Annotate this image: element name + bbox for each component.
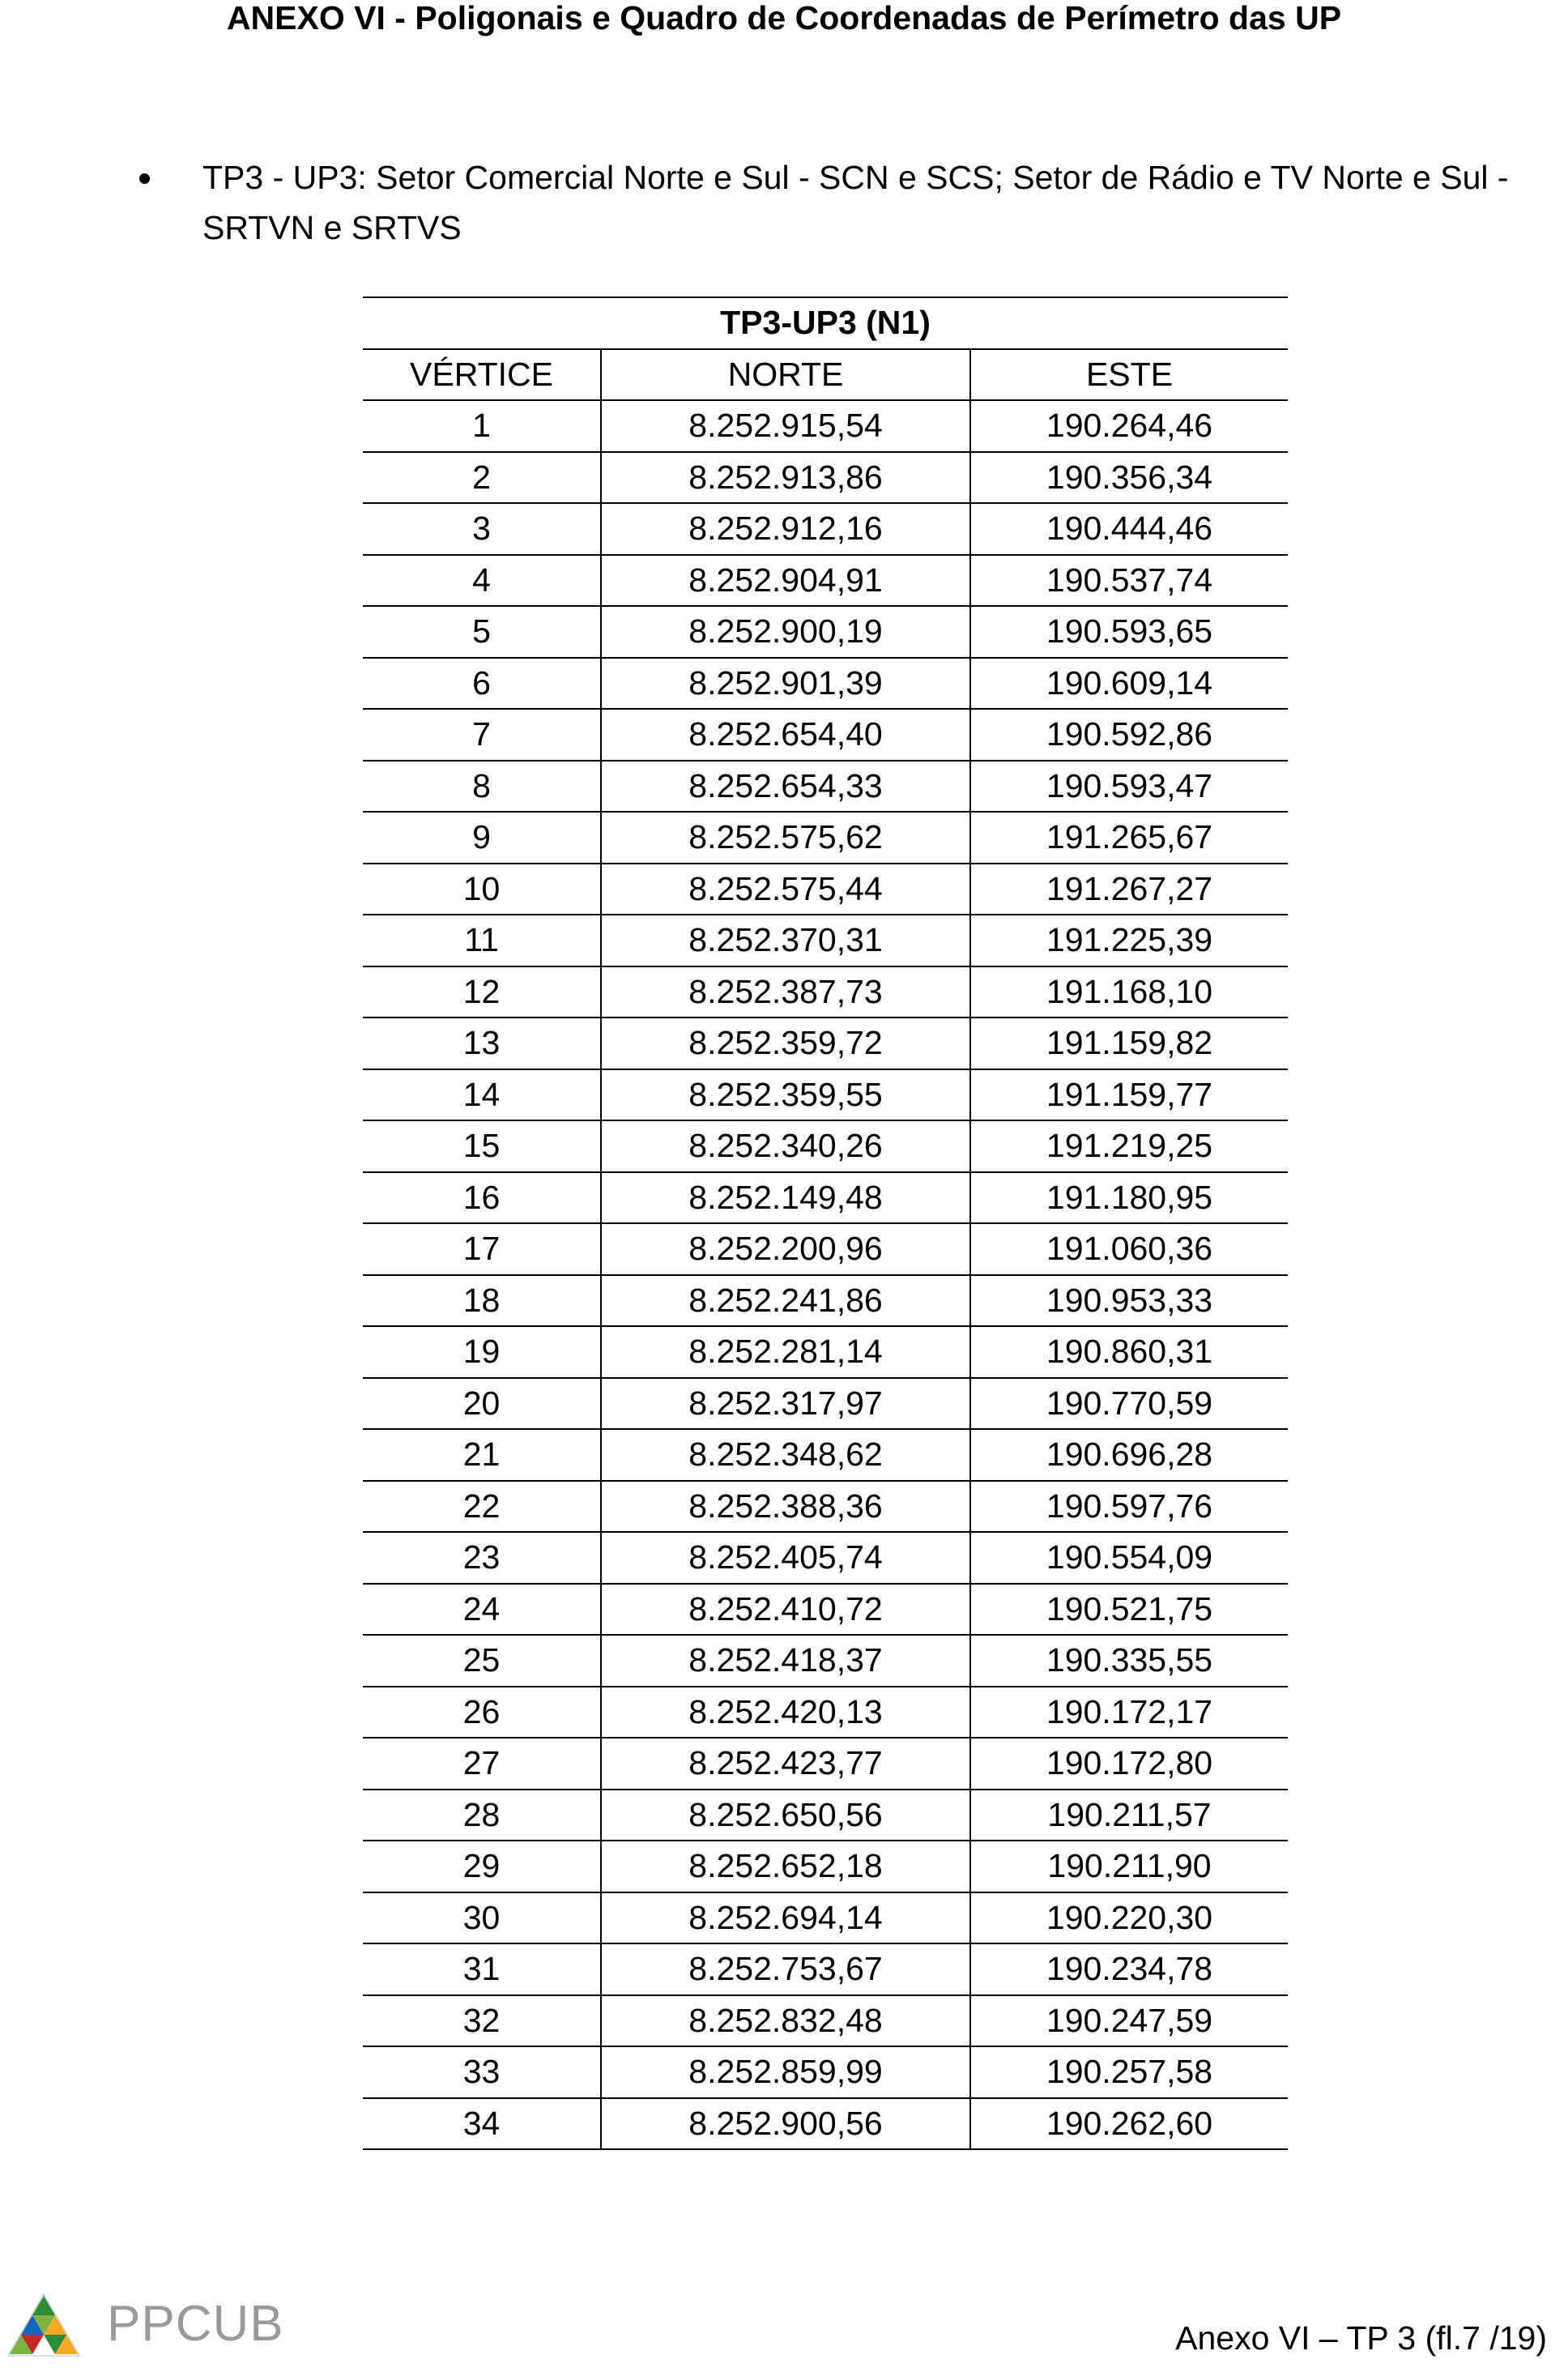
table-row (363, 864, 1288, 915)
table-row (363, 1790, 1288, 1841)
este-cell: 190.537,74 (970, 555, 1288, 607)
vertice-cell: 10 (363, 864, 601, 915)
norte-cell: 8.252.912,16 (601, 503, 970, 555)
table-row (363, 709, 1288, 761)
ppcub-triangle-icon (6, 2293, 81, 2357)
norte-cell: 8.252.200,96 (601, 1223, 970, 1275)
norte-cell: 8.252.915,54 (601, 400, 970, 452)
norte-cell: 8.252.900,19 (601, 606, 970, 658)
vertice-cell: 23 (363, 1532, 601, 1584)
este-cell: 190.593,65 (970, 606, 1288, 658)
norte-cell: 8.252.904,91 (601, 555, 970, 607)
table-row (363, 1995, 1288, 2047)
table-row (363, 2098, 1288, 2150)
norte-cell: 8.252.370,31 (601, 915, 970, 966)
este-cell: 190.356,34 (970, 452, 1288, 504)
table-row (363, 1841, 1288, 1892)
este-cell: 190.335,55 (970, 1635, 1288, 1687)
norte-cell: 8.252.423,77 (601, 1738, 970, 1790)
este-cell: 190.172,17 (970, 1687, 1288, 1738)
este-cell: 190.592,86 (970, 709, 1288, 761)
vertice-cell: 12 (363, 966, 601, 1018)
norte-cell: 8.252.418,37 (601, 1635, 970, 1687)
este-cell: 190.211,90 (970, 1841, 1288, 1892)
vertice-cell: 27 (363, 1738, 601, 1790)
ppcub-logo (6, 2293, 298, 2357)
este-cell: 190.172,80 (970, 1738, 1288, 1790)
vertice-cell: 25 (363, 1635, 601, 1687)
este-cell: 191.159,82 (970, 1017, 1288, 1069)
table-row (363, 1017, 1288, 1069)
vertice-cell: 30 (363, 1892, 601, 1944)
table-row (363, 1378, 1288, 1430)
este-cell: 190.597,76 (970, 1481, 1288, 1533)
column-header-vertice: VÉRTICE (363, 349, 601, 401)
norte-cell: 8.252.575,62 (601, 812, 970, 864)
norte-cell: 8.252.405,74 (601, 1532, 970, 1584)
vertice-cell: 26 (363, 1687, 601, 1738)
norte-cell: 8.252.913,86 (601, 452, 970, 504)
table-title: TP3-UP3 (N1) (363, 297, 1288, 349)
vertice-cell: 34 (363, 2098, 601, 2150)
table-row (363, 400, 1288, 452)
este-cell: 190.444,46 (970, 503, 1288, 555)
norte-cell: 8.252.241,86 (601, 1275, 970, 1327)
table-row (363, 1429, 1288, 1481)
norte-cell: 8.252.281,14 (601, 1326, 970, 1378)
norte-cell: 8.252.420,13 (601, 1687, 970, 1738)
este-cell: 191.219,25 (970, 1120, 1288, 1172)
vertice-cell: 13 (363, 1017, 601, 1069)
vertice-cell: 4 (363, 555, 601, 607)
este-cell: 190.220,30 (970, 1892, 1288, 1944)
este-cell: 190.521,75 (970, 1584, 1288, 1636)
table-row (363, 1943, 1288, 1995)
page-title: ANEXO VI - Poligonais e Quadro de Coordenadas de Perímetro das UP (226, 0, 1342, 36)
este-cell: 190.593,47 (970, 761, 1288, 813)
este-cell: 190.257,58 (970, 2046, 1288, 2098)
table-row (363, 1172, 1288, 1224)
vertice-cell: 32 (363, 1995, 601, 2047)
section-heading: TP3 - UP3: Setor Comercial Norte e Sul - SCN e SCS; Setor de Rádio e TV Norte e Sul - SRTVN e SRTVS (202, 159, 1509, 246)
table-row (363, 1687, 1288, 1738)
este-cell: 191.267,27 (970, 864, 1288, 915)
vertice-cell: 17 (363, 1223, 601, 1275)
este-cell: 191.060,36 (970, 1223, 1288, 1275)
vertice-cell: 20 (363, 1378, 601, 1430)
este-cell: 190.860,31 (970, 1326, 1288, 1378)
este-cell: 190.554,09 (970, 1532, 1288, 1584)
vertice-cell: 6 (363, 658, 601, 710)
norte-cell: 8.252.317,97 (601, 1378, 970, 1430)
column-header-este: ESTE (970, 349, 1288, 401)
table-row (363, 503, 1288, 555)
table-row (363, 1069, 1288, 1121)
table-row (363, 812, 1288, 864)
este-cell: 190.696,28 (970, 1429, 1288, 1481)
vertice-cell: 11 (363, 915, 601, 966)
vertice-cell: 29 (363, 1841, 601, 1892)
vertice-cell: 3 (363, 503, 601, 555)
norte-cell: 8.252.348,62 (601, 1429, 970, 1481)
este-cell: 191.180,95 (970, 1172, 1288, 1224)
table-row (363, 1326, 1288, 1378)
table-row (363, 761, 1288, 813)
este-cell: 191.225,39 (970, 915, 1288, 966)
norte-cell: 8.252.575,44 (601, 864, 970, 915)
este-cell: 190.234,78 (970, 1943, 1288, 1995)
este-cell: 190.770,59 (970, 1378, 1288, 1430)
table-row (363, 1584, 1288, 1636)
este-cell: 190.262,60 (970, 2098, 1288, 2150)
vertice-cell: 7 (363, 709, 601, 761)
este-cell: 190.211,57 (970, 1790, 1288, 1841)
table-row (363, 1120, 1288, 1172)
vertice-cell: 9 (363, 812, 601, 864)
vertice-cell: 33 (363, 2046, 601, 2098)
table-row (363, 966, 1288, 1018)
table-row (363, 555, 1288, 607)
table-row (363, 1532, 1288, 1584)
table-row (363, 606, 1288, 658)
norte-cell: 8.252.340,26 (601, 1120, 970, 1172)
table-row (363, 915, 1288, 966)
norte-cell: 8.252.359,55 (601, 1069, 970, 1121)
vertice-cell: 18 (363, 1275, 601, 1327)
column-header-norte: NORTE (601, 349, 970, 401)
vertice-cell: 21 (363, 1429, 601, 1481)
vertice-cell: 22 (363, 1481, 601, 1533)
vertice-cell: 28 (363, 1790, 601, 1841)
norte-cell: 8.252.694,14 (601, 1892, 970, 1944)
vertice-cell: 24 (363, 1584, 601, 1636)
table-row (363, 1892, 1288, 1944)
vertice-cell: 2 (363, 452, 601, 504)
norte-cell: 8.252.410,72 (601, 1584, 970, 1636)
vertice-cell: 15 (363, 1120, 601, 1172)
este-cell: 191.265,67 (970, 812, 1288, 864)
vertice-cell: 8 (363, 761, 601, 813)
vertice-cell: 16 (363, 1172, 601, 1224)
este-cell: 191.168,10 (970, 966, 1288, 1018)
table-row (363, 452, 1288, 504)
bullet-dot-icon (139, 173, 150, 184)
vertice-cell: 1 (363, 400, 601, 452)
table-row (363, 658, 1288, 710)
norte-cell: 8.252.650,56 (601, 1790, 970, 1841)
vertice-cell: 31 (363, 1943, 601, 1995)
table-row (363, 2046, 1288, 2098)
table-row (363, 1481, 1288, 1533)
norte-cell: 8.252.388,36 (601, 1481, 970, 1533)
norte-cell: 8.252.654,40 (601, 709, 970, 761)
este-cell: 190.609,14 (970, 658, 1288, 710)
norte-cell: 8.252.654,33 (601, 761, 970, 813)
logo-text: PPCUB (107, 2296, 284, 2352)
este-cell: 190.264,46 (970, 400, 1288, 452)
page-reference: Anexo VI – TP 3 (fl.7 /19) (1175, 2319, 1547, 2357)
vertice-cell: 5 (363, 606, 601, 658)
norte-cell: 8.252.859,99 (601, 2046, 970, 2098)
table-row (363, 1738, 1288, 1790)
table-row (363, 1275, 1288, 1327)
coordinates-table (363, 296, 1288, 2150)
este-cell: 190.247,59 (970, 1995, 1288, 2047)
norte-cell: 8.252.149,48 (601, 1172, 970, 1224)
este-cell: 191.159,77 (970, 1069, 1288, 1121)
este-cell: 190.953,33 (970, 1275, 1288, 1327)
table-row (363, 1223, 1288, 1275)
vertice-cell: 14 (363, 1069, 601, 1121)
norte-cell: 8.252.359,72 (601, 1017, 970, 1069)
table-row (363, 1635, 1288, 1687)
norte-cell: 8.252.652,18 (601, 1841, 970, 1892)
vertice-cell: 19 (363, 1326, 601, 1378)
norte-cell: 8.252.753,67 (601, 1943, 970, 1995)
norte-cell: 8.252.832,48 (601, 1995, 970, 2047)
norte-cell: 8.252.901,39 (601, 658, 970, 710)
table-body (363, 400, 1288, 2149)
norte-cell: 8.252.387,73 (601, 966, 970, 1018)
norte-cell: 8.252.900,56 (601, 2098, 970, 2150)
